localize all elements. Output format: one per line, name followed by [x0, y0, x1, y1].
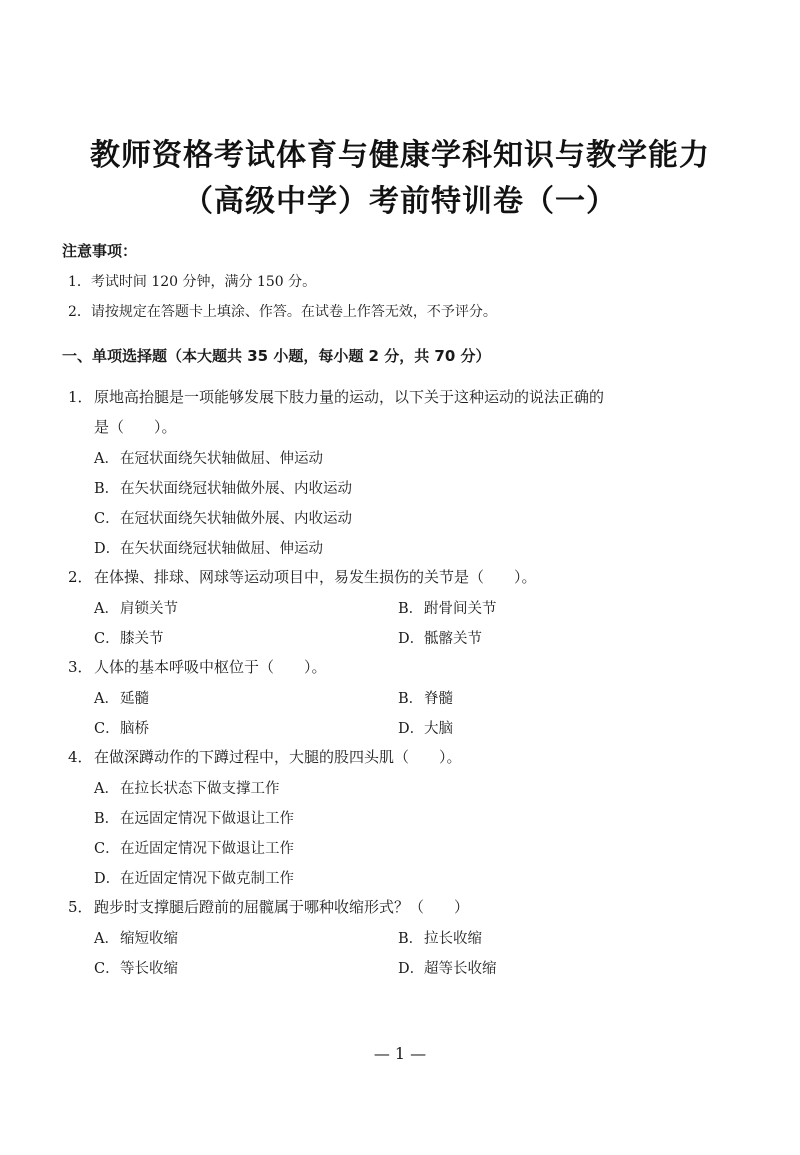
question-number: 2．: [68, 568, 93, 586]
option-b: B．脊髓: [398, 691, 453, 707]
notice-item-text: 考试时间 120 分钟，满分 150 分。: [90, 274, 317, 290]
question-stem: [68, 897, 469, 917]
notice-item: [68, 271, 316, 291]
question-stem: [68, 657, 327, 677]
question-text: 原地高抬腿是一项能够发展下肢力量的运动，以下关于这种运动的说法正确的: [94, 388, 605, 406]
notice-item: [68, 301, 497, 321]
section-heading: 一、单项选择题（本大题共 35 小题，每小题 2 分，共 70 分）: [62, 347, 491, 365]
option-a: A．延髓: [94, 691, 149, 707]
option-c: C．在冠状面绕矢状轴做外展、内收运动: [94, 511, 352, 527]
option-c: C．在近固定情况下做退让工作: [94, 841, 294, 857]
notice-heading: 注意事项：: [62, 242, 138, 260]
exam-title-line2: （高级中学）考前特训卷（一）: [183, 184, 617, 219]
question-stem: [68, 747, 462, 767]
option-d: D．骶髂关节: [398, 631, 482, 647]
option-b: B．跗骨间关节: [398, 601, 497, 617]
exam-title-line1: 教师资格考试体育与健康学科知识与教学能力: [90, 138, 710, 173]
option-d: D．超等长收缩: [398, 961, 497, 977]
notice-item-number: 1．: [68, 274, 91, 290]
option-d: D．大脑: [398, 721, 453, 737]
question-number: 4．: [68, 748, 93, 766]
option-d: D．在近固定情况下做克制工作: [94, 871, 294, 887]
question-number: 5．: [68, 898, 93, 916]
option-a: A．在冠状面绕矢状轴做屈、伸运动: [94, 451, 323, 467]
option-a: A．缩短收缩: [94, 931, 178, 947]
option-b: B．拉长收缩: [398, 931, 482, 947]
question-stem: [68, 567, 537, 587]
page-number: — 1 —: [373, 1044, 427, 1063]
option-a: A．肩锁关节: [94, 601, 178, 617]
option-c: C．等长收缩: [94, 961, 178, 977]
option-b: B．在远固定情况下做退让工作: [94, 811, 294, 827]
question-stem: [68, 387, 604, 407]
question-number: 1．: [68, 388, 93, 406]
option-d: D．在矢状面绕冠状轴做屈、伸运动: [94, 541, 323, 557]
question-number: 3．: [68, 658, 93, 676]
question-text: 人体的基本呼吸中枢位于（ ）。: [94, 658, 327, 676]
question-text: 跑步时支撑腿后蹬前的屈髋属于哪种收缩形式？（ ）: [94, 898, 470, 916]
question-text: 在体操、排球、网球等运动项目中，易发生损伤的关节是（ ）。: [94, 568, 537, 586]
option-c: C．膝关节: [94, 631, 164, 647]
option-c: C．脑桥: [94, 721, 149, 737]
question-stem-continued: 是（ ）。: [94, 418, 177, 436]
question-text: 在做深蹲动作的下蹲过程中，大腿的股四头肌（ ）。: [94, 748, 462, 766]
notice-item-number: 2．: [68, 304, 91, 320]
notice-item-text: 请按规定在答题卡上填涂、作答。在试卷上作答无效，不予评分。: [90, 304, 497, 320]
option-a: A．在拉长状态下做支撑工作: [94, 781, 280, 797]
option-b: B．在矢状面绕冠状轴做外展、内收运动: [94, 481, 352, 497]
